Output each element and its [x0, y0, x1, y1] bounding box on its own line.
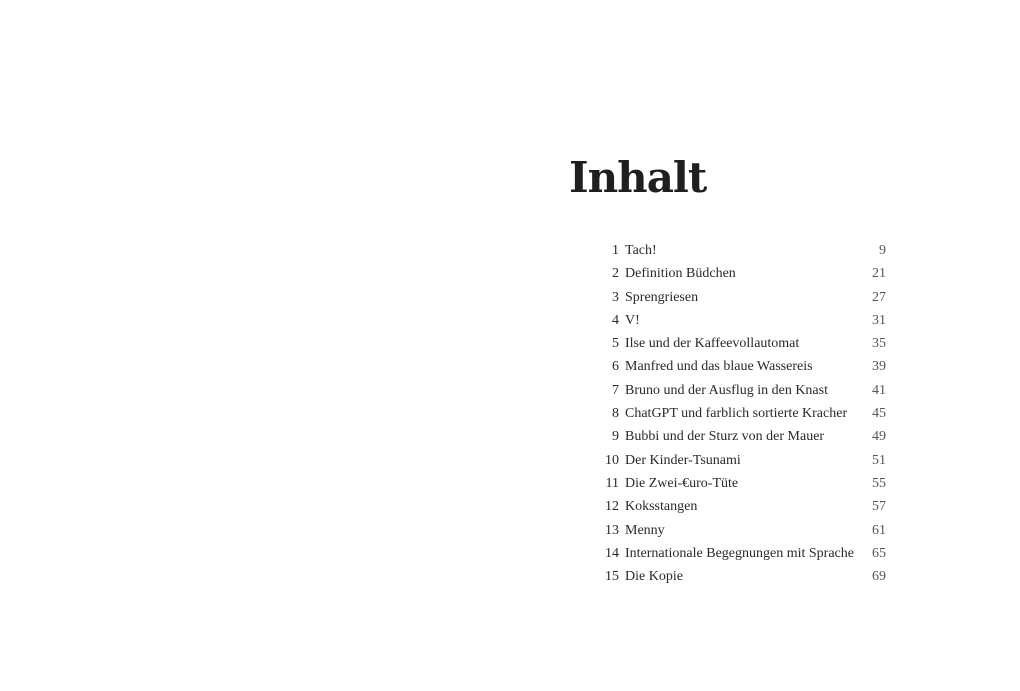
- chapter-title: Die Zwei-€uro-Tüte: [625, 475, 739, 491]
- page-number: 41: [872, 382, 886, 398]
- chapter-title: Internationale Begegnungen mit Sprache: [625, 545, 854, 561]
- toc-entry: [590, 472, 886, 495]
- chapter-number: 6: [612, 359, 619, 375]
- page-number: 9: [879, 243, 886, 258]
- chapter-title: Koksstangen: [625, 499, 698, 515]
- chapter-number: 10: [605, 452, 619, 468]
- page-number: 45: [872, 406, 886, 422]
- chapter-title: Bubbi und der Sturz von der Mauer: [625, 429, 825, 445]
- toc-entry: [590, 286, 886, 309]
- page-number: 51: [872, 452, 886, 468]
- toc-entry: [590, 449, 886, 472]
- chapter-number: 9: [612, 429, 619, 445]
- toc-entry: [590, 425, 886, 448]
- page-number: 61: [872, 522, 886, 538]
- table-of-contents: [590, 239, 886, 588]
- chapter-title: Die Kopie: [625, 569, 683, 585]
- page-number: 31: [872, 312, 886, 328]
- toc-entry: [590, 262, 886, 285]
- chapter-number: 13: [605, 522, 619, 538]
- chapter-number: 12: [605, 499, 619, 515]
- page-title: Inhalt: [569, 153, 707, 202]
- page-number: 69: [872, 569, 886, 585]
- chapter-number: 3: [612, 289, 619, 305]
- toc-entry: [590, 542, 886, 565]
- toc-entry: [590, 379, 886, 402]
- toc-entry: [590, 402, 886, 425]
- chapter-title: Sprengriesen: [625, 289, 699, 305]
- chapter-title: Manfred und das blaue Wassereis: [625, 359, 813, 375]
- chapter-title: Ilse und der Kaffeevollautomat: [625, 336, 800, 352]
- chapter-title: Tach!: [625, 243, 657, 258]
- chapter-number: 15: [605, 569, 619, 585]
- page-number: 39: [872, 359, 886, 375]
- toc-entry: [590, 565, 886, 588]
- page-number: 21: [872, 266, 886, 282]
- chapter-number: 1: [612, 243, 619, 258]
- chapter-number: 11: [605, 475, 619, 491]
- page-number: 49: [872, 429, 886, 445]
- chapter-title: Bruno und der Ausflug in den Knast: [625, 382, 828, 398]
- chapter-number: 14: [605, 545, 619, 561]
- chapter-number: 2: [612, 266, 619, 282]
- chapter-number: 4: [612, 312, 619, 328]
- chapter-title: Der Kinder-Tsunami: [625, 452, 741, 468]
- page-number: 35: [872, 336, 886, 352]
- page-number: 27: [872, 289, 886, 305]
- toc-entry: [590, 519, 886, 542]
- toc-entry: [590, 332, 886, 355]
- toc-entry: [590, 309, 886, 332]
- toc-entry: [590, 495, 886, 518]
- page-number: 65: [872, 545, 886, 561]
- chapter-number: 8: [612, 406, 619, 422]
- chapter-number: 5: [612, 336, 619, 352]
- page-number: 57: [872, 499, 886, 515]
- chapter-title: ChatGPT und farblich sortierte Kracher: [625, 406, 848, 422]
- chapter-title: Menny: [625, 522, 665, 538]
- toc-entry: [590, 239, 886, 262]
- chapter-number: 7: [612, 382, 619, 398]
- chapter-title: V!: [625, 312, 640, 328]
- page-number: 55: [872, 475, 886, 491]
- toc-entry: [590, 355, 886, 378]
- chapter-title: Definition Büdchen: [625, 266, 736, 282]
